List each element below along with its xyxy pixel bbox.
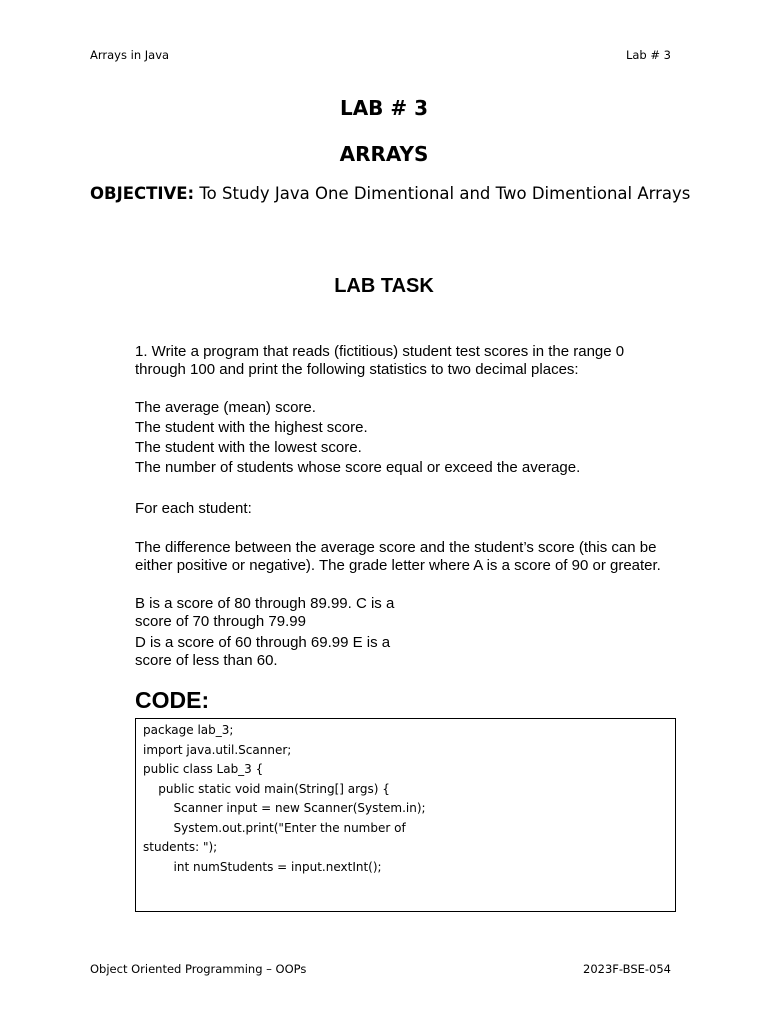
stat-item: The average (mean) score. bbox=[135, 399, 316, 416]
code-heading: CODE: bbox=[135, 687, 210, 713]
code-line: System.out.print("Enter the number of bbox=[143, 820, 406, 835]
task-intro-line-2: through 100 and print the following statistics to two decimal places: bbox=[135, 360, 579, 378]
code-line: import java.util.Scanner; bbox=[143, 742, 292, 757]
code-line: public static void main(String[] args) { bbox=[143, 781, 390, 796]
code-line: int numStudents = input.nextInt(); bbox=[143, 859, 382, 874]
for-each-student-text: For each student: bbox=[135, 500, 252, 517]
objective-line bbox=[90, 184, 730, 203]
code-block bbox=[135, 718, 676, 912]
grade-b-c-text bbox=[135, 595, 394, 630]
code-line: students: "); bbox=[143, 840, 218, 854]
arrays-title: ARRAYS bbox=[339, 142, 429, 166]
page-footer bbox=[90, 962, 671, 976]
code-line: Scanner input = new Scanner(System.in); bbox=[143, 801, 426, 815]
code-line: package lab_3; bbox=[143, 723, 234, 737]
code-line: public class Lab_3 { bbox=[143, 762, 264, 776]
statistics-list bbox=[135, 399, 675, 479]
lab-task-heading: LAB TASK bbox=[334, 275, 434, 297]
objective-label: OBJECTIVE: bbox=[90, 184, 195, 203]
difference-paragraph: The difference between the average score and the student’s score (this can be either positive or negative). The grade letter where A is a score of 90 or greater. bbox=[135, 539, 661, 574]
grade-d-line-2: score of less than 60. bbox=[135, 651, 278, 669]
stat-item: The student with the lowest score. bbox=[135, 439, 362, 456]
task-intro-line-1: 1. Write a program that reads (fictitious) student test scores in the range 0 bbox=[135, 343, 625, 360]
task-intro bbox=[135, 343, 675, 378]
objective-text: To Study Java One Dimentional and Two Dimentional Arrays bbox=[194, 184, 691, 203]
grade-b-line-1: B is a score of 80 through 89.99. C is a bbox=[135, 595, 395, 612]
header-left-text: Arrays in Java bbox=[90, 48, 170, 62]
stat-item: The student with the highest score. bbox=[135, 419, 368, 436]
stat-item: The number of students whose score equal or exceed the average. bbox=[135, 459, 581, 476]
lab-title: LAB # 3 bbox=[339, 96, 429, 120]
footer-right-text: 2023F-BSE-054 bbox=[583, 962, 671, 976]
footer-left-text: Object Oriented Programming – OOPs bbox=[90, 962, 307, 976]
header-right-text: Lab # 3 bbox=[625, 48, 671, 62]
grade-d-line-1: D is a score of 60 through 69.99 E is a bbox=[135, 634, 391, 651]
grade-b-line-2: score of 70 through 79.99 bbox=[135, 612, 306, 630]
page-header bbox=[90, 48, 671, 62]
grade-d-e-text bbox=[135, 634, 390, 669]
